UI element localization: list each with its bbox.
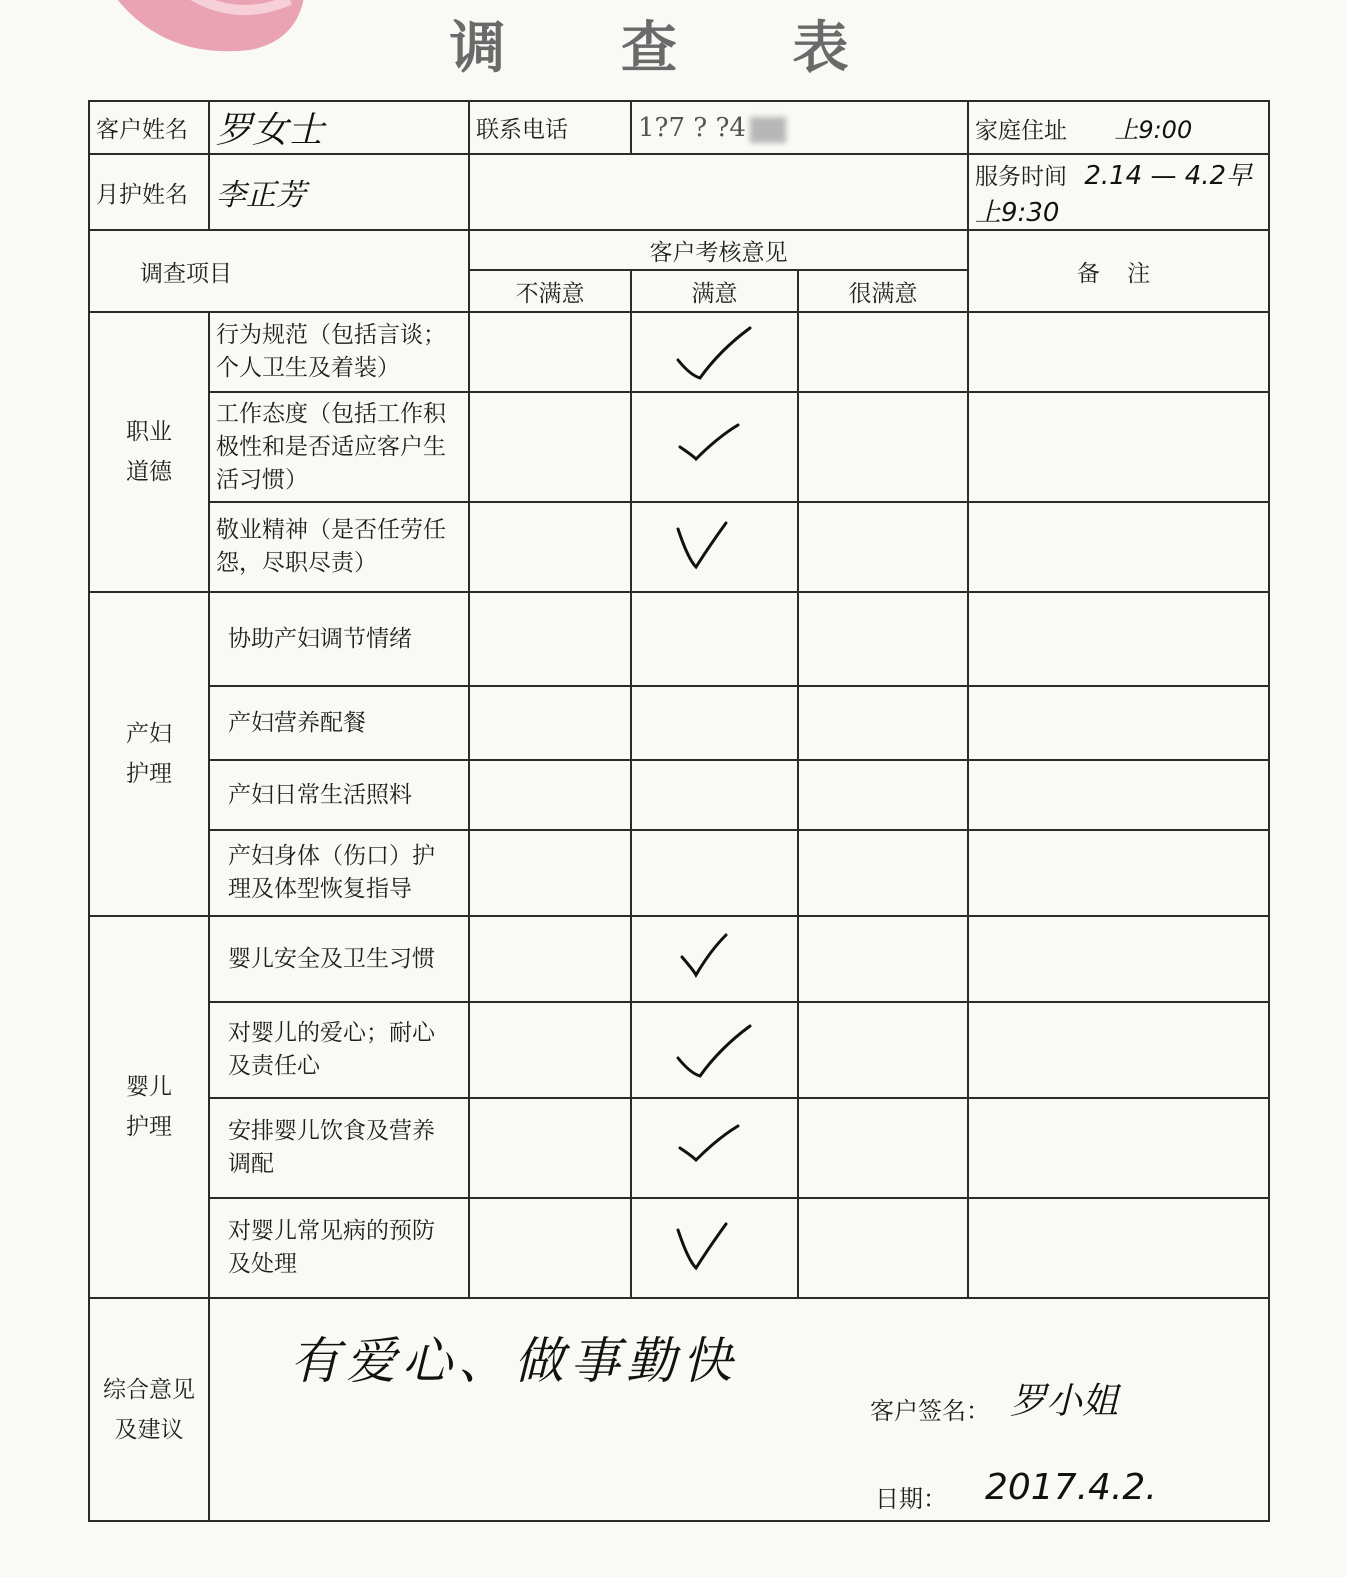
service-time-value: 2.14 — 4.2早上9:30 [975,161,1253,228]
category-label: 职业 [126,419,172,445]
service-time-cell [968,154,1269,230]
remark-cell[interactable] [968,592,1269,686]
remark-cell[interactable] [968,1098,1269,1198]
date-label: 日期： [875,1485,947,1513]
customer-name-value: 罗女士 [209,101,469,154]
rating-cell[interactable] [631,592,798,686]
summary-content[interactable] [209,1298,1269,1521]
remark-cell[interactable] [968,916,1269,1002]
summary-label-line: 综合意见 [103,1376,195,1403]
survey-item-line: 工作态度（包括工作积 [216,400,446,427]
table-row [89,1198,1269,1298]
remark-header: 备 注 [968,230,1269,312]
remark-cell[interactable] [968,392,1269,502]
survey-item-text [209,1002,469,1098]
check-mark-icon [670,927,760,991]
table-row [89,502,1269,592]
survey-item-line: 产妇身体（伤口）护 [228,843,435,869]
survey-item-line: 调配 [228,1151,274,1177]
rating-cell[interactable] [798,760,968,830]
survey-item-line: 婴儿安全及卫生习惯 [228,945,435,972]
category-cell [89,592,209,916]
rating-cell[interactable] [631,830,798,916]
survey-item-line: 及处理 [228,1251,297,1277]
survey-item-line: 极性和是否适应客户生 [216,433,446,460]
table-row [89,312,1269,392]
signature: 罗小姐 [1010,1381,1119,1422]
date-value: 2017.4.2. [985,1467,1157,1508]
check-mark-icon [670,1216,760,1280]
level-very-satisfied: 很满意 [798,270,968,312]
rating-cell[interactable] [798,1002,968,1098]
rating-cell[interactable] [631,686,798,760]
rating-cell[interactable] [469,1002,631,1098]
survey-item-line: 敬业精神（是否任劳任 [216,517,446,543]
table-row [89,392,1269,502]
phone-value: 1?7 ? ?4 [631,101,968,154]
survey-item-line: 产妇营养配餐 [228,709,366,736]
remark-cell[interactable] [968,1002,1269,1098]
survey-item-text [209,1198,469,1298]
summary-label [89,1298,209,1521]
survey-item-text [209,916,469,1002]
check-mark-icon [670,415,760,479]
service-time-label: 服务时间 [975,164,1068,190]
category-cell [89,312,209,592]
survey-item-line: 理及体型恢复指导 [228,876,412,902]
category-label: 产妇 [126,721,172,747]
remark-cell[interactable] [968,830,1269,916]
check-mark-icon [670,1116,760,1180]
survey-item-line: 怨，尽职尽责） [216,550,377,576]
survey-item-text [209,592,469,686]
rating-cell[interactable] [798,830,968,916]
rating-cell[interactable] [469,760,631,830]
rating-cell[interactable] [631,502,798,592]
category-label: 道德 [126,459,172,485]
table-row [89,916,1269,1002]
survey-item-header: 调查项目 [89,230,469,312]
survey-item-line: 对婴儿的爱心；耐心 [228,1020,435,1046]
rating-cell[interactable] [798,1198,968,1298]
empty-cell [469,154,968,230]
address-note: 上9:00 [1114,116,1193,144]
category-cell [89,916,209,1298]
rating-cell[interactable] [469,592,631,686]
table-row [89,1098,1269,1198]
survey-item-line: 及责任心 [228,1053,320,1079]
rating-cell[interactable] [631,392,798,502]
survey-item-line: 活习惯） [216,466,308,493]
table-row [89,830,1269,916]
survey-item-line: 安排婴儿饮食及营养 [228,1118,435,1144]
table-row [89,686,1269,760]
customer-name-label: 客户姓名 [89,101,209,154]
table-row [89,760,1269,830]
rating-cell[interactable] [798,592,968,686]
survey-item-line: 个人卫生及着装） [216,355,400,381]
rating-cell[interactable] [469,392,631,502]
level-satisfied: 满意 [631,270,798,312]
check-mark-icon [670,515,760,579]
check-mark-icon [670,320,760,384]
remark-cell[interactable] [968,502,1269,592]
rating-cell[interactable] [631,1002,798,1098]
header-row-1 [89,101,1269,154]
rating-cell[interactable] [798,1098,968,1198]
table-head-row-1 [89,230,1269,270]
table-row [89,592,1269,686]
category-label: 婴儿 [126,1074,172,1100]
signature-label: 客户签名： [870,1397,990,1425]
rating-cell[interactable] [798,392,968,502]
remark-cell[interactable] [968,312,1269,392]
level-dissatisfied: 不满意 [469,270,631,312]
rating-cell[interactable] [469,1198,631,1298]
opinion-header: 客户考核意见 [469,230,968,270]
summary-row [89,1298,1269,1521]
survey-item-line: 协助产妇调节情绪 [228,625,412,652]
address-cell [968,101,1269,154]
survey-item-text [209,312,469,392]
rating-cell[interactable] [798,312,968,392]
rating-cell[interactable] [631,916,798,1002]
nanny-name-label: 月护姓名 [89,154,209,230]
rating-cell[interactable] [469,830,631,916]
rating-cell[interactable] [631,1198,798,1298]
rating-cell[interactable] [469,916,631,1002]
rating-cell[interactable] [798,502,968,592]
survey-item-line: 产妇日常生活照料 [228,781,412,808]
summary-label-line: 及建议 [114,1416,184,1443]
rating-cell[interactable] [469,502,631,592]
address-label: 家庭住址 [975,118,1068,144]
table-row [89,1002,1269,1098]
rating-cell[interactable] [631,1098,798,1198]
rating-cell[interactable] [469,686,631,760]
phone-label: 联系电话 [469,101,631,154]
rating-cell[interactable] [469,312,631,392]
redaction-blur [750,117,786,143]
survey-item-text [209,686,469,760]
summary-comment: 有爱心、做事勤快 [290,1332,738,1390]
survey-item-text [209,760,469,830]
remark-cell[interactable] [968,1198,1269,1298]
survey-item-text [209,502,469,592]
survey-item-text [209,392,469,502]
survey-item-line: 行为规范（包括言谈； [216,322,446,348]
survey-table [88,100,1270,1522]
remark-cell[interactable] [968,686,1269,760]
rating-cell[interactable] [798,686,968,760]
check-mark-icon [670,1018,760,1082]
rating-cell[interactable] [631,760,798,830]
survey-item-text [209,830,469,916]
nanny-name-value: 李正芳 [209,154,469,230]
rating-cell[interactable] [798,916,968,1002]
category-label: 护理 [126,1114,172,1140]
category-label: 护理 [126,761,172,787]
page-title: 调 查 表 [449,15,897,81]
rating-cell[interactable] [631,312,798,392]
survey-item-text [209,1098,469,1198]
header-row-2 [89,154,1269,230]
survey-item-line: 对婴儿常见病的预防 [228,1218,435,1244]
rating-cell[interactable] [469,1098,631,1198]
remark-cell[interactable] [968,760,1269,830]
